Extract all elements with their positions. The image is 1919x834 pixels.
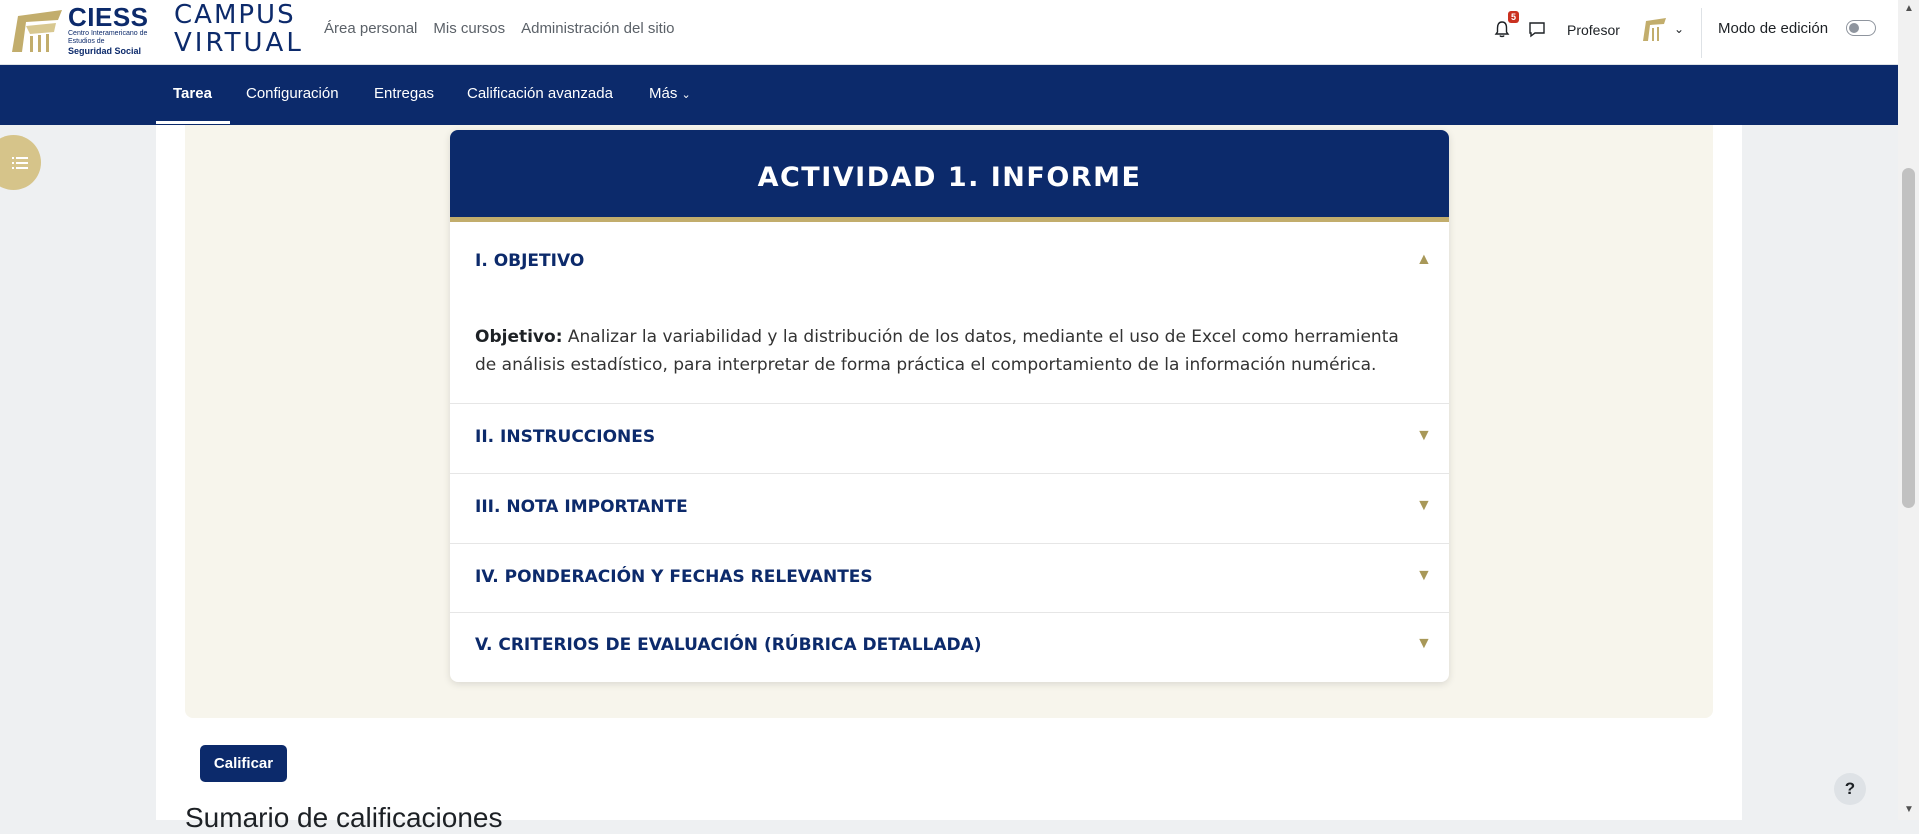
nav-area-personal[interactable]: Área personal: [324, 20, 418, 37]
campus-line2: VIRTUAL: [174, 28, 304, 58]
edit-mode-toggle[interactable]: [1846, 20, 1876, 36]
tab-entregas[interactable]: Entregas: [374, 85, 435, 102]
campus-virtual-logo[interactable]: [174, 0, 304, 60]
ciess-subtitle: Centro Interamericano de Estudios de: [68, 30, 148, 45]
tab-tarea[interactable]: Tarea: [173, 85, 212, 102]
activity-card: [450, 130, 1449, 682]
section-title: I. OBJETIVO: [475, 251, 585, 271]
tab-calificacion-avanzada[interactable]: Calificación avanzada: [467, 85, 613, 102]
objective-description: Analizar la variabilidad y la distribución de los datos, mediante el uso de Excel como herramienta de análisis estadístico, para interpretar de forma práctica el comportamiento de la información numérica.: [475, 327, 1399, 375]
ciess-emblem-icon: [8, 6, 66, 56]
help-button[interactable]: ?: [1834, 773, 1866, 805]
section-title: II. INSTRUCCIONES: [475, 427, 656, 447]
grade-button[interactable]: Calificar: [200, 745, 287, 782]
list-icon: [12, 156, 28, 170]
scrollbar-thumb[interactable]: [1902, 168, 1915, 508]
ciess-logo[interactable]: [6, 2, 149, 58]
ciess-bottom: Seguridad Social: [68, 46, 142, 56]
scroll-down-arrow-icon[interactable]: ▼: [1904, 804, 1914, 815]
activity-title: ACTIVIDAD 1. INFORME: [757, 162, 1142, 193]
secondary-navigation: [0, 65, 1898, 125]
chevron-down-icon[interactable]: ⌄: [1674, 22, 1685, 36]
triangle-up-icon[interactable]: ▲: [1416, 251, 1432, 268]
triangle-down-icon[interactable]: ▼: [1416, 567, 1432, 584]
section-nota-importante[interactable]: [450, 474, 1449, 544]
grading-summary-heading: Sumario de calificaciones: [185, 802, 503, 833]
ciess-name: CIESS: [68, 2, 149, 32]
section-instrucciones[interactable]: [450, 404, 1449, 474]
nav-administracion[interactable]: Administración del sitio: [521, 20, 675, 37]
objective-label: Objetivo:: [475, 327, 563, 347]
tab-mas[interactable]: [649, 85, 691, 102]
chevron-down-icon: ⌄: [681, 89, 691, 101]
tab-mas-label: Más: [649, 85, 678, 102]
user-avatar[interactable]: [1640, 15, 1668, 43]
objective-text: [475, 323, 1425, 379]
toggle-knob: [1849, 23, 1859, 33]
section-title: IV. PONDERACIÓN Y FECHAS RELEVANTES: [475, 567, 873, 587]
edit-mode-label: Modo de edición: [1718, 20, 1829, 37]
triangle-down-icon[interactable]: ▼: [1416, 427, 1432, 444]
triangle-down-icon[interactable]: ▼: [1416, 497, 1432, 514]
course-index-toggle[interactable]: [0, 135, 41, 190]
section-criterios[interactable]: [450, 613, 1449, 682]
nav-mis-cursos[interactable]: Mis cursos: [433, 20, 506, 37]
triangle-down-icon[interactable]: ▼: [1416, 635, 1432, 652]
section-title: III. NOTA IMPORTANTE: [475, 497, 688, 517]
top-navbar: [0, 0, 1898, 65]
primary-navigation: [324, 20, 675, 37]
campus-line1: CAMPUS: [174, 0, 296, 30]
page-scrollbar[interactable]: [1898, 0, 1919, 820]
section-ponderacion[interactable]: [450, 544, 1449, 613]
notification-count-badge: 5: [1508, 11, 1519, 23]
bell-icon[interactable]: [1493, 20, 1511, 38]
active-tab-indicator: [156, 121, 230, 124]
divider: [1701, 8, 1702, 58]
section-title: V. CRITERIOS DE EVALUACIÓN (RÚBRICA DETALLADA): [475, 635, 982, 655]
scroll-up-arrow-icon[interactable]: ▲: [1904, 3, 1914, 14]
user-name[interactable]: Profesor: [1567, 22, 1620, 38]
messages-icon[interactable]: [1528, 20, 1546, 38]
activity-header: [450, 130, 1449, 222]
tab-configuracion[interactable]: Configuración: [246, 85, 339, 102]
